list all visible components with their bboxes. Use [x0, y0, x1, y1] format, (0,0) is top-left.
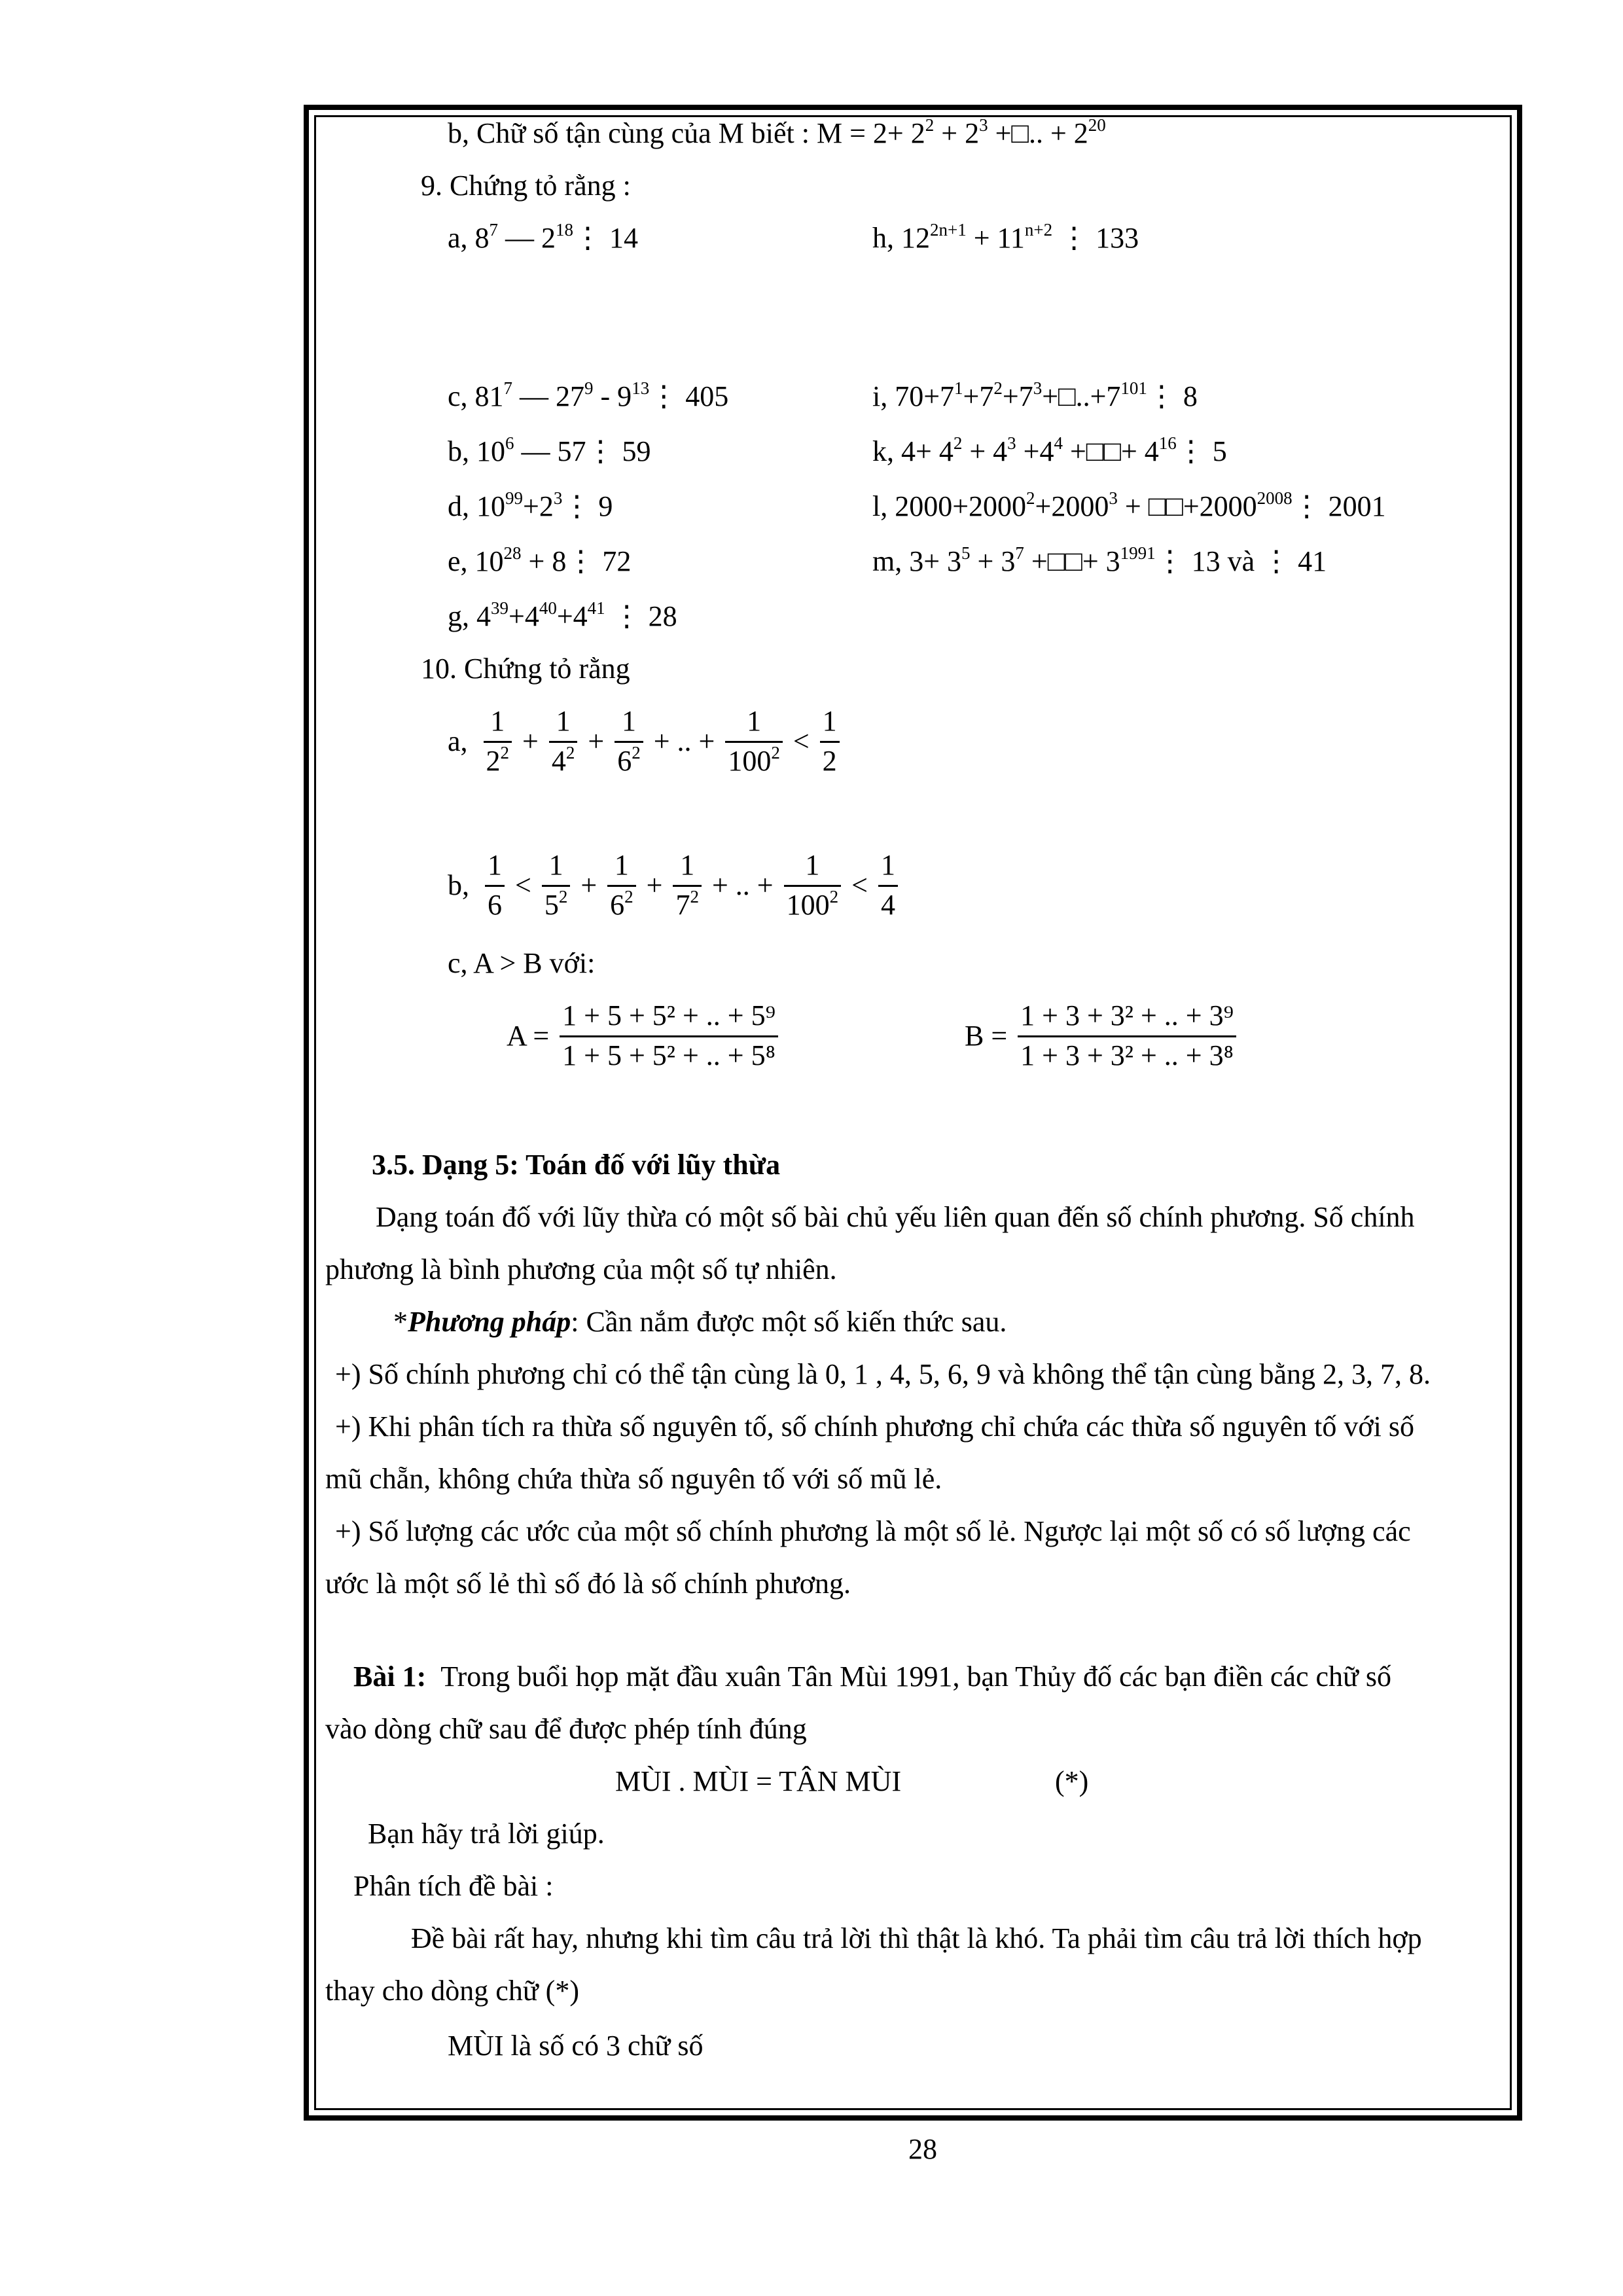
ex9-item-e: e, $10^{28}$ + 8⋮ 72 [448, 543, 632, 577]
exercise-10-title: 10. Chứng tỏ rằng [421, 653, 630, 685]
fraction: $\frac{1}{7^2}$ [673, 851, 702, 920]
fraction: $\frac{\text{1 + 3 + 3² + .. + 3⁹}}{\text{1 + 3 + 3² + .. + 3⁸}}$ [1018, 1001, 1236, 1070]
method-line: *Phương pháp: Cần nắm được một số kiến thức sau. [393, 1306, 1007, 1338]
page-number: 28 [908, 2133, 937, 2165]
fraction: $\frac{1}{6}$ [485, 851, 505, 920]
line-m-last-digit: b, Chữ số tận cùng của M biết : $M = 2+ 2^2 + 2^3$ +□.. + $2^{20}$ [448, 115, 1106, 149]
paragraph-line: Đề bài rất hay, nhưng khi tìm câu trả lời thì thật là khó. Ta phải tìm câu trả lời thích hợp [411, 1922, 1422, 1954]
paragraph-line: vào dòng chữ sau để được phép tính đúng [325, 1713, 807, 1745]
fraction: $\frac{1}{100^2}$ [725, 707, 783, 776]
page-border-inner [314, 115, 1512, 2110]
ex9-item-c: c, $81^7$ — $27^9$ - $9^{13}⋮$ 405 [448, 378, 729, 412]
ex9-item-a: a, $8^7$ — $2^{18}⋮$ 14 [448, 220, 639, 254]
fraction: $\frac{1}{4}$ [878, 851, 898, 920]
section-title: 3.5. Dạng 5: Toán đố với lũy thừa [372, 1149, 781, 1181]
formula-b: B = $\frac{\text{1 + 3 + 3² + .. + 3⁹}}{\text{1 + 3 + 3² + .. + 3⁸}}$ [965, 1001, 1240, 1070]
paragraph-line: Bạn hãy trả lời giúp. [368, 1818, 605, 1850]
fraction: $\frac{1}{6^2}$ [607, 851, 636, 920]
ex9-item-k: k, $4+ 4^2 + 4^3 +4^4$ +□□+ $4^{16}⋮$ 5 [872, 433, 1227, 467]
rule-line: ước là một số lẻ thì số đó là số chính phương. [325, 1568, 851, 1600]
ex10-item-a: a, $\frac{1}{2^2}$ + $\frac{1}{4^2}$ + $\frac{1}{6^2}$ + .. + $\frac{1}{100^2}$ < $\frac{1}{2}$ [448, 707, 844, 776]
formula-a: A = $\frac{\text{1 + 5 + 5² + .. + 5⁹}}{\text{1 + 5 + 5² + .. + 5⁸}}$ [507, 1001, 782, 1070]
rule-line: +) Số chính phương chỉ có thể tận cùng là 0, 1 , 4, 5, 6, 9 và không thể tận cùng bằng 2, 3, 7, 8. [335, 1358, 1431, 1390]
puzzle-equation: MÙI . MÙI = TÂN MÙI [615, 1765, 902, 1797]
fraction: $\frac{\text{1 + 5 + 5² + .. + 5⁹}}{\text{1 + 5 + 5² + .. + 5⁸}}$ [560, 1001, 778, 1070]
rule-line: +) Số lượng các ước của một số chính phương là một số lẻ. Ngược lại một số có số lượng các [335, 1515, 1411, 1547]
fraction: $\frac{1}{5^2}$ [542, 851, 571, 920]
ex10-item-b: b, $\frac{1}{6}$ < $\frac{1}{5^2}$ + $\frac{1}{6^2}$ + $\frac{1}{7^2}$ + .. + $\frac{1}{100^2}$ < $\frac{1}{4}$ [448, 851, 902, 920]
ex9-item-m: m, $3+ 3^5 + 3^7$ +□□+ $3^{1991}⋮$ 13 và ⋮ 41 [872, 543, 1327, 577]
ex9-item-b: b, $10^6$ — 57⋮ 59 [448, 433, 651, 467]
problem-1-line: Bài 1: Trong buổi họp mặt đầu xuân Tân Mùi 1991, bạn Thủy đố các bạn điền các chữ số [353, 1660, 1392, 1693]
fraction: $\frac{1}{6^2}$ [615, 707, 643, 776]
fraction: $\frac{1}{2}$ [820, 707, 840, 776]
rule-line: +) Khi phân tích ra thừa số nguyên tố, số chính phương chỉ chứa các thừa số nguyên tố với số [335, 1410, 1414, 1443]
analysis-heading: Phân tích đề bài : [353, 1870, 554, 1902]
ex9-item-i: i, $70+7^1+7^2+7^3+□..+7^{101}⋮$ 8 [872, 378, 1198, 412]
ex9-item-d: d, $10^{99}+2^3⋮$ 9 [448, 488, 613, 522]
puzzle-mark: (*) [1055, 1765, 1089, 1797]
paragraph-line: MÙI là số có 3 chữ số [448, 2030, 704, 2062]
ex9-item-h: h, $12^{2n+1} + 11^{n+2}$ ⋮ 133 [872, 220, 1139, 254]
fraction: $\frac{1}{4^2}$ [549, 707, 578, 776]
fraction: $\frac{1}{100^2}$ [784, 851, 842, 920]
exercise-9-title: 9. Chứng tỏ rằng : [421, 170, 631, 202]
paragraph-line: thay cho dòng chữ (*) [325, 1975, 579, 2007]
paragraph-line: Dạng toán đố với lũy thừa có một số bài chủ yếu liên quan đến số chính phương. Số chính [376, 1201, 1415, 1233]
ex9-item-g: g, $4^{39}+4^{40}+4^{41}$ ⋮ 28 [448, 598, 677, 632]
rule-line: mũ chẵn, không chứa thừa số nguyên tố với số mũ lẻ. [325, 1463, 942, 1495]
ex9-item-l: l, $2000+2000^2+2000^3$ + $□□+2000^{2008}⋮$ 2001 [872, 488, 1386, 522]
paragraph-line: phương là bình phương của một số tự nhiên. [325, 1253, 837, 1285]
fraction: $\frac{1}{2^2}$ [484, 707, 512, 776]
ex10-item-c: c, A > B với: [448, 947, 596, 979]
